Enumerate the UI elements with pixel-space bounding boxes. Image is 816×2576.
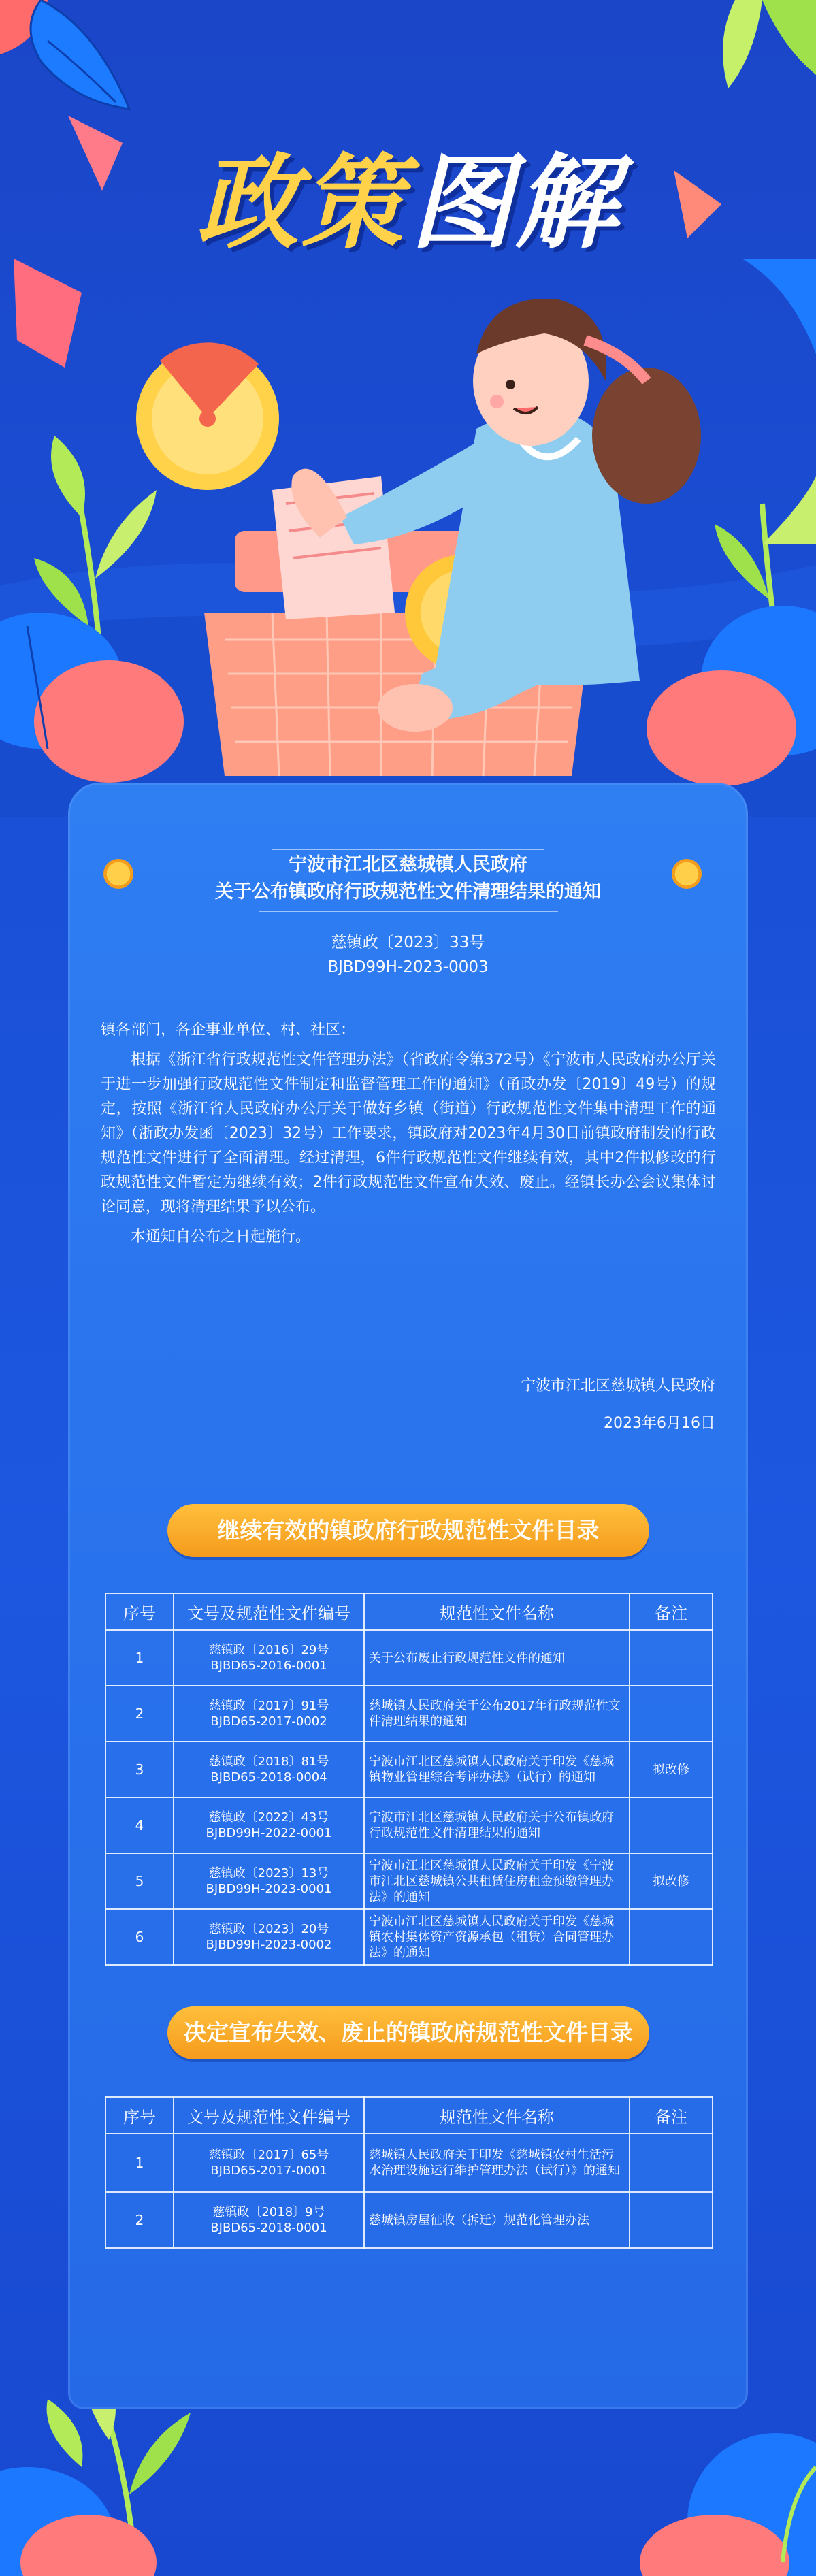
row-note xyxy=(630,2192,713,2248)
paragraph-effective: 本通知自公布之日起施行。 xyxy=(131,1228,311,1245)
table-header-row xyxy=(105,2097,713,2134)
row-name: 慈城镇人民政府关于公布2017年行政规范性文件清理结果的通知 xyxy=(364,1686,630,1742)
notice-card xyxy=(68,783,748,2409)
row-note xyxy=(630,1909,713,1965)
row-doc xyxy=(174,2192,364,2248)
row-name: 慈城镇房屋征收（拆迁）规范化管理办法 xyxy=(364,2192,630,2248)
signature: 宁波市江北区慈城镇人民政府 xyxy=(520,1377,715,1395)
row-no: 2 xyxy=(105,2192,174,2248)
table-header-row xyxy=(105,1593,713,1630)
doc-number-cell: 慈镇政〔2018〕9号 xyxy=(212,2205,325,2219)
row-name: 宁波市江北区慈城镇人民政府关于印发《慈城镇物业管理综合考评办法》（试行）的通知 xyxy=(364,1742,630,1797)
heading-rule-bottom xyxy=(259,911,558,912)
salutation: 镇各部门，各企事业单位、村、社区： xyxy=(101,1022,356,1039)
header-doc: 文号及规范性文件编号 xyxy=(174,2097,364,2134)
signature-date: 2023年6月16日 xyxy=(604,1415,715,1432)
header-no: 序号 xyxy=(105,1593,174,1630)
doc-code-cell: BJBD65-2018-0001 xyxy=(210,2221,327,2235)
row-name: 慈城镇人民政府关于印发《慈城镇农村生活污水治理设施运行维护管理办法（试行）》的通知 xyxy=(364,2134,630,2192)
notice-issuer: 宁波市江北区慈城镇人民政府 xyxy=(289,854,527,875)
doc-number-cell: 慈镇政〔2017〕65号 xyxy=(208,2148,329,2162)
table-row xyxy=(105,1742,713,1797)
row-doc xyxy=(174,1853,364,1909)
hero-illustration xyxy=(0,0,816,817)
row-note: 拟改修 xyxy=(630,1853,713,1909)
doc-number-cell: 慈镇政〔2017〕91号 xyxy=(208,1699,329,1713)
section-title-valid: 继续有效的镇政府行政规范性文件目录 xyxy=(167,1504,649,1557)
title-part-illustrated: 图解 xyxy=(410,144,621,263)
doc-code-cell: BJBD65-2018-0004 xyxy=(210,1770,327,1784)
row-no: 6 xyxy=(105,1909,174,1965)
row-note xyxy=(630,1797,713,1853)
doc-number-cell: 慈镇政〔2016〕29号 xyxy=(208,1643,329,1657)
table-row xyxy=(105,1909,713,1965)
heading-rule-top xyxy=(272,849,544,850)
row-no: 4 xyxy=(105,1797,174,1853)
doc-number-cell: 慈镇政〔2023〕13号 xyxy=(208,1866,329,1880)
title-part-policy: 政策 xyxy=(196,144,406,263)
table-row xyxy=(105,1630,713,1686)
doc-code-cell: BJBD99H-2022-0001 xyxy=(206,1826,332,1840)
row-name: 宁波市江北区慈城镇人民政府关于公布镇政府行政规范性文件清理结果的通知 xyxy=(364,1797,630,1853)
table-row xyxy=(105,2134,713,2192)
header-name: 规范性文件名称 xyxy=(364,2097,630,2134)
row-note xyxy=(630,1630,713,1686)
void-documents-table xyxy=(105,2096,713,2249)
row-no: 5 xyxy=(105,1853,174,1909)
notice-subject: 关于公布镇政府行政规范性文件清理结果的通知 xyxy=(215,881,601,902)
doc-code-cell: BJBD65-2016-0001 xyxy=(210,1659,327,1673)
doc-number-cell: 慈镇政〔2023〕20号 xyxy=(208,1922,329,1936)
doc-number: 慈镇政〔2023〕33号 xyxy=(331,934,485,951)
row-name: 宁波市江北区慈城镇人民政府关于印发《宁波市江北区慈城镇公共租赁住房租金预缴管理办法》的通知 xyxy=(364,1853,630,1909)
section-title-void: 决定宣布失效、废止的镇政府规范性文件目录 xyxy=(167,2006,649,2059)
row-no: 2 xyxy=(105,1686,174,1742)
row-doc xyxy=(174,2134,364,2192)
doc-code: BJBD99H-2023-0003 xyxy=(327,958,489,976)
header-no: 序号 xyxy=(105,2097,174,2134)
row-doc xyxy=(174,1909,364,1965)
row-no: 1 xyxy=(105,2134,174,2192)
row-doc xyxy=(174,1742,364,1797)
row-name: 宁波市江北区慈城镇人民政府关于印发《慈城镇农村集体资产资源承包（租赁）合同管理办法》的通知 xyxy=(364,1909,630,1965)
table-row xyxy=(105,1853,713,1909)
row-note xyxy=(630,1686,713,1742)
row-doc xyxy=(174,1630,364,1686)
page-title xyxy=(143,140,674,263)
table-row xyxy=(105,2192,713,2248)
row-doc xyxy=(174,1797,364,1853)
table-row xyxy=(105,1797,713,1853)
doc-number-cell: 慈镇政〔2022〕43号 xyxy=(208,1810,329,1825)
row-doc xyxy=(174,1686,364,1742)
doc-code-cell: BJBD99H-2023-0001 xyxy=(206,1882,332,1896)
paragraph-main: 根据《浙江省行政规范性文件管理办法》（省政府令第372号）《宁波市人民政府办公厅关于进一步加强行政规范性文件制定和监督管理工作的通知》（甬政办发〔2019〕49号）的规定，按照《浙江省人民政府办公厅关于做好乡镇（街道）行政规范性文件集中清理工作的通知》（浙政办发函〔2023〕32号）工作要求，镇政府对2023年4月30日前镇政府制发的行政规范性文件进行了全面清理。经过清理，6件行政规范性文件继续有效，其中2件拟修改的行政规范性文件暂定为继续有效；2件行政规范性文件宣布失效、废止。经镇长办公会议集体讨论同意，现将清理结果予以公布。 xyxy=(101,1051,716,1216)
header-name: 规范性文件名称 xyxy=(364,1593,630,1630)
valid-documents-table xyxy=(105,1593,713,1966)
hero-banner xyxy=(0,0,816,817)
doc-code-cell: BJBD99H-2023-0002 xyxy=(206,1938,332,1952)
notice-body xyxy=(101,1018,716,1250)
header-note: 备注 xyxy=(630,2097,713,2134)
row-note: 拟改修 xyxy=(630,1742,713,1797)
header-doc: 文号及规范性文件编号 xyxy=(174,1593,364,1630)
row-no: 3 xyxy=(105,1742,174,1797)
doc-code-cell: BJBD65-2017-0001 xyxy=(210,2164,327,2178)
row-name: 关于公布废止行政规范性文件的通知 xyxy=(364,1630,630,1686)
row-no: 1 xyxy=(105,1630,174,1686)
bush-bottom-right-icon xyxy=(640,2433,816,2576)
doc-code-cell: BJBD65-2017-0002 xyxy=(210,1714,327,1729)
table-row xyxy=(105,1686,713,1742)
doc-number-cell: 慈镇政〔2018〕81号 xyxy=(208,1755,329,1769)
row-note xyxy=(630,2134,713,2192)
header-note: 备注 xyxy=(630,1593,713,1630)
